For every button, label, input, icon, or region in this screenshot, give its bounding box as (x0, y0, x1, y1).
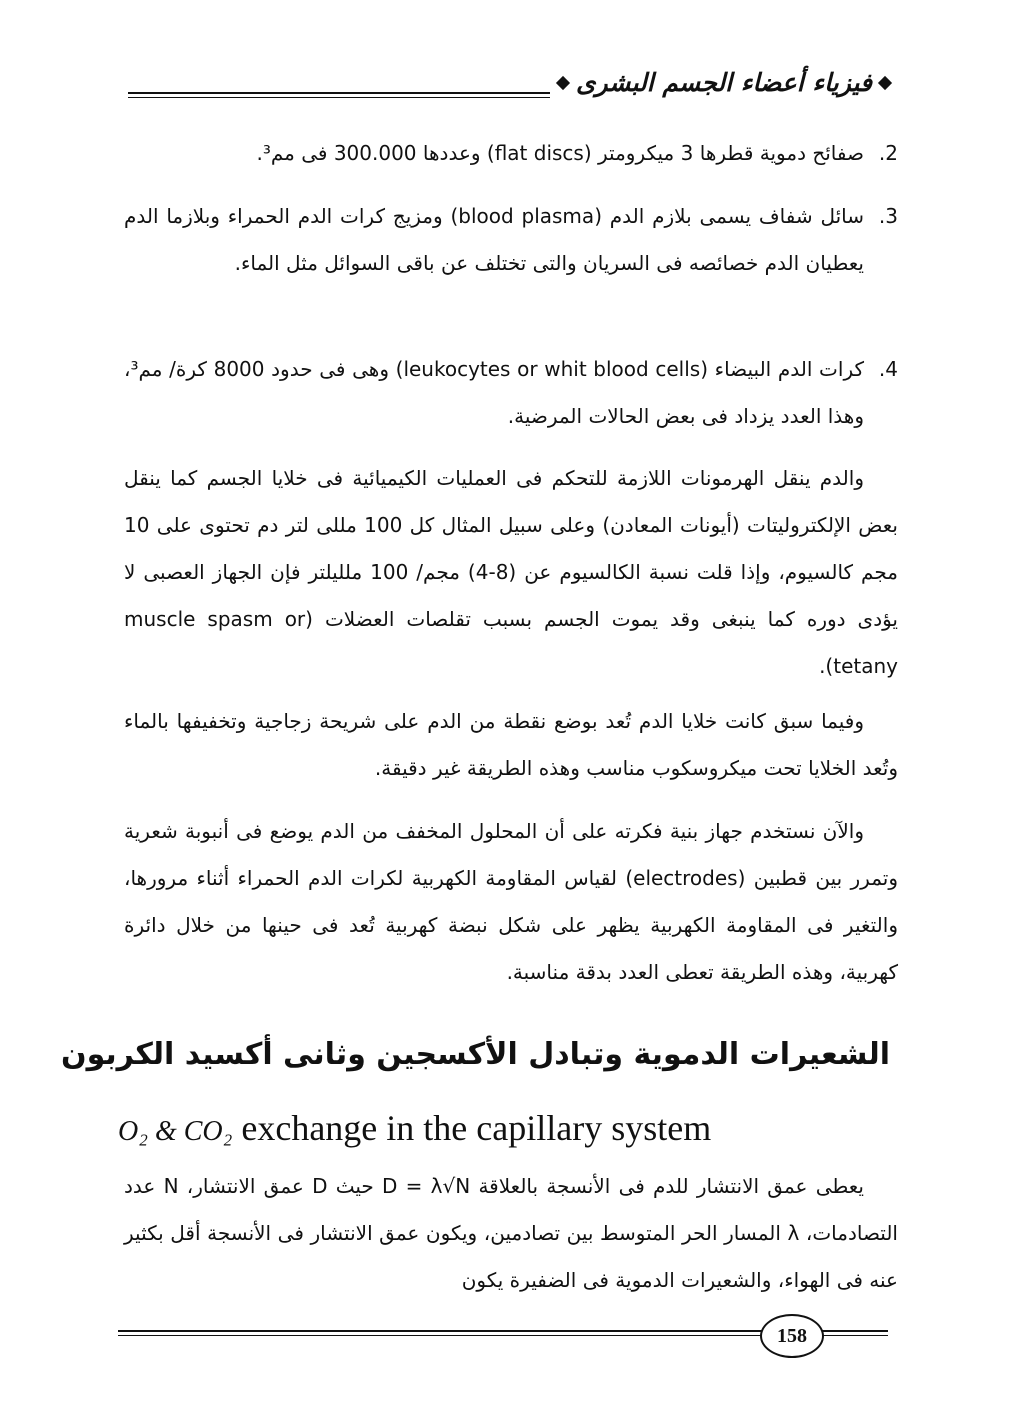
list-item-2 (124, 130, 898, 177)
formula-o2-co2: O₂ & CO₂ (118, 1116, 233, 1147)
diamond-ornament-icon (556, 76, 570, 90)
book-title: فيزياء أعضاء الجسم البشرى (575, 68, 872, 97)
section-title-english-text: exchange in the capillary system (241, 1108, 712, 1148)
page-number: 158 (760, 1314, 824, 1358)
list-item-4 (124, 346, 898, 440)
list-number: 3. (878, 204, 898, 228)
paragraph-diffusion: يعطى عمق الانتشار للدم فى الأنسجة بالعلاقة D = λ√N حيث D عمق الانتشار، N عدد التصادمات، λ المسار الحر المتوسط بين تصادمين، ويكون عمق الانتشار فى الأنسجة أقل بكثير عنه فى الهواء، والشعيرات الدموية فى الضفيرة يكون (124, 1174, 898, 1292)
section-title-english (118, 1103, 711, 1157)
diamond-ornament-icon (878, 76, 892, 90)
list-text: سائل شفاف يسمى بلازم الدم (blood plasma) ومزيج كرات الدم الحمراء وبلازما الدم يعطيان الدم خصائصه فى السريان والتى تختلف عن باقى السوائل مثل الماء. (124, 204, 865, 275)
list-text: صفائح دموية قطرها 3 ميكرومتر (flat discs) وعددها 300.000 فى مم³. (256, 141, 864, 165)
list-item-3 (124, 193, 898, 287)
paragraph-old-method: وفيما سبق كانت خلايا الدم تُعد بوضع نقطة من الدم على شريحة زجاجية وتخفيفها بالماء وتُعد الخلايا تحت ميكروسكوب مناسب وهذه الطريقة غير دقيقة. (124, 709, 898, 780)
paragraph-hormones: والدم ينقل الهرمونات اللازمة للتحكم فى العمليات الكيميائية فى خلايا الجسم كما ينقل بعض الإلكتروليتات (أيونات المعادن) وعلى سبيل المثال كل 100 مللى لتر دم تحتوى على 10 مجم كالسيوم، وإذا قلت نسبة الكالسيوم عن (8-4) مجم/ 100 ملليلتر فإن الجهاز العصبى لا يؤدى دوره كما ينبغى وقد يموت الجسم بسبب تقلصات العضلات (muscle spasm or tetany). (124, 466, 898, 678)
paragraph-new-method: والآن نستخدم جهاز بنية فكرته على أن المحلول المخفف من الدم يوضع فى أنبوبة شعرية وتمرر بين قطبين (electrodes) لقياس المقاومة الكهربية لكرات الدم الحمراء أثناء مرورها، والتغير فى المقاومة الكهربية يظهر على شكل نبضة كهربية تُعد فى حينها من خلال دائرة كهربية، وهذه الطريقة تعطى العدد بدقة مناسبة. (124, 819, 898, 984)
list-text: كرات الدم البيضاء (leukocytes or whit blood cells) وهى فى حدود 8000 كرة/ مم³، وهذا العدد يزداد فى بعض الحالات المرضية. (124, 357, 864, 428)
running-header (550, 66, 898, 100)
section-title-arabic: الشعيرات الدموية وتبادل الأكسجين وثانى أكسيد الكربون (61, 1037, 890, 1072)
list-number: 2. (878, 141, 898, 165)
list-number: 4. (878, 357, 898, 381)
